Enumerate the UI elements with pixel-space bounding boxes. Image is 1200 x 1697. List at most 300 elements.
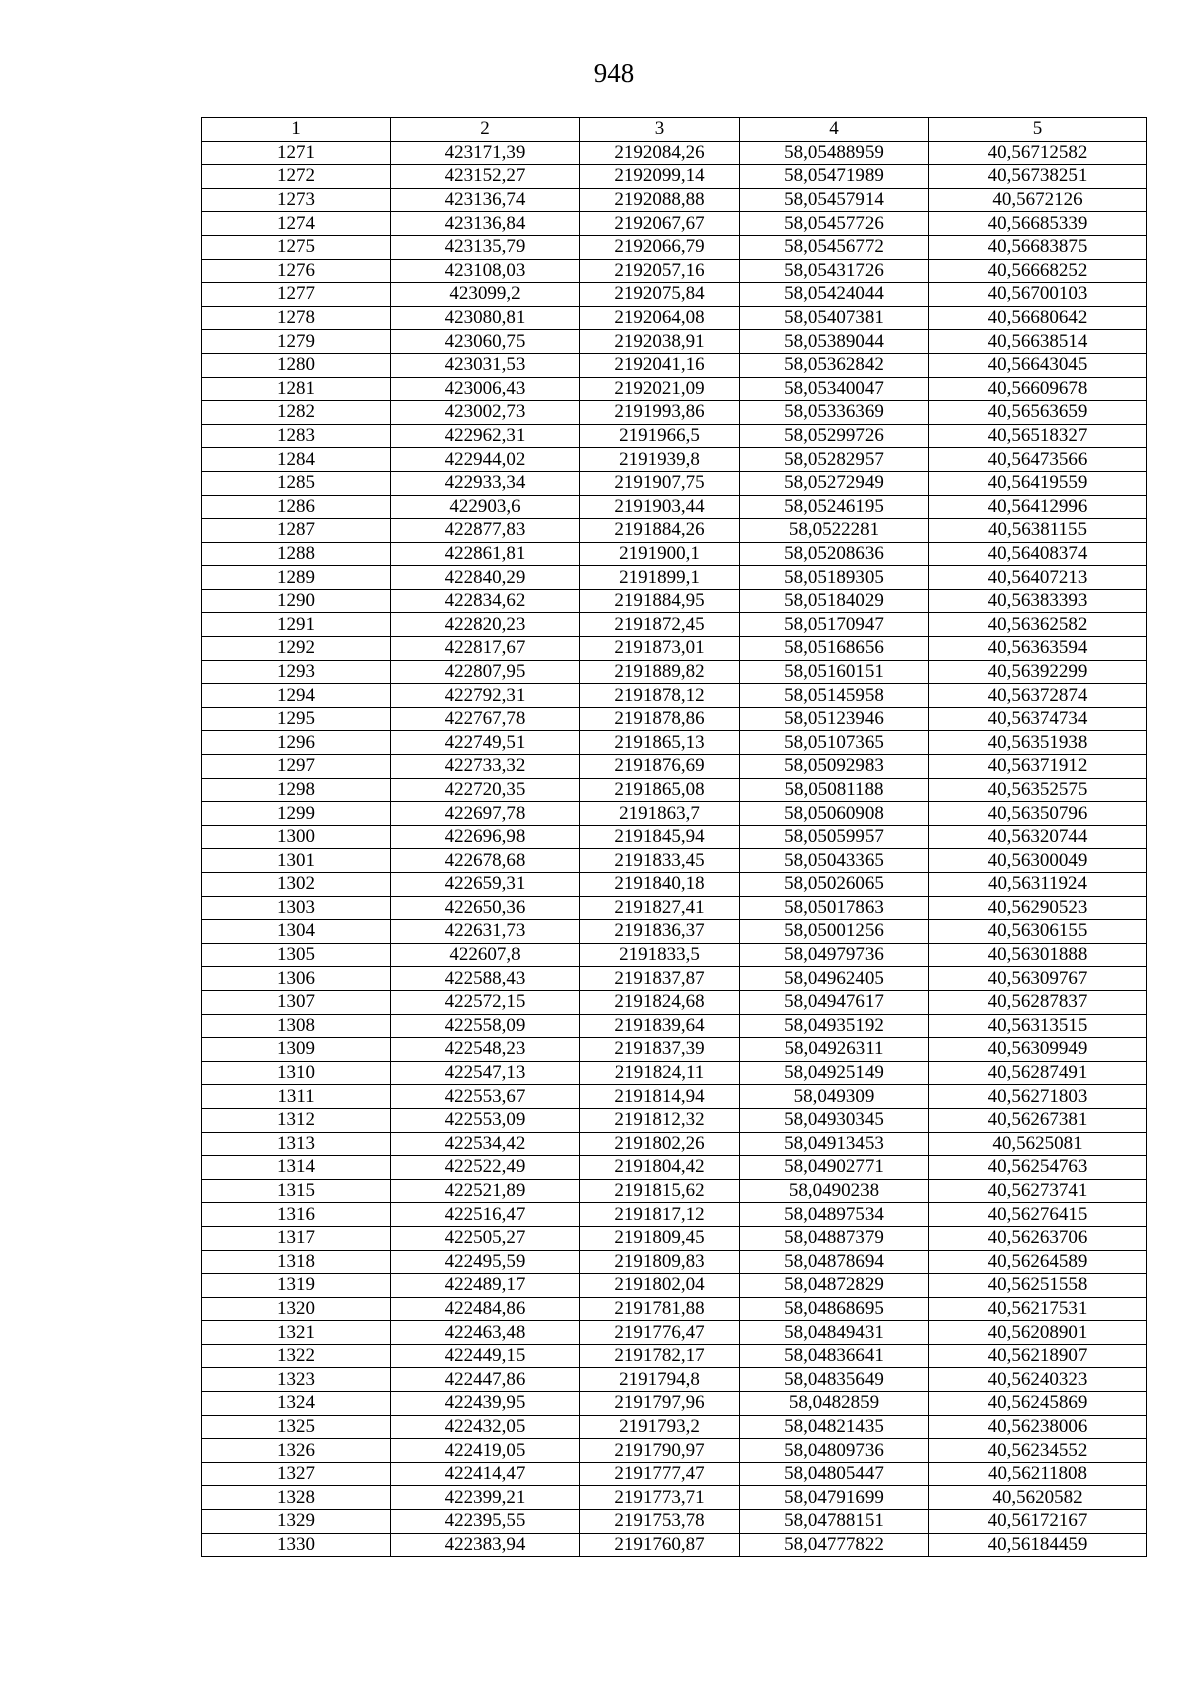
table-cell: 1317: [202, 1226, 391, 1250]
table-row: [202, 1368, 1147, 1392]
table-row: [202, 188, 1147, 212]
table-row: [202, 589, 1147, 613]
table-cell: 58,04947617: [740, 990, 929, 1014]
table-row: [202, 1462, 1147, 1486]
table-row: [202, 1226, 1147, 1250]
table-cell: 422944,02: [391, 448, 580, 472]
table-cell: 2191837,87: [580, 967, 740, 991]
table-cell: 2191865,13: [580, 731, 740, 755]
table-cell: 40,56419559: [929, 471, 1147, 495]
table-cell: 1323: [202, 1368, 391, 1392]
table-cell: 2191773,71: [580, 1486, 740, 1510]
table-cell: 40,56287491: [929, 1061, 1147, 1085]
table-cell: 40,56309949: [929, 1038, 1147, 1062]
table-cell: 1280: [202, 353, 391, 377]
table-cell: 1313: [202, 1132, 391, 1156]
table-cell: 422678,68: [391, 849, 580, 873]
table-cell: 2191833,5: [580, 943, 740, 967]
table-cell: 422548,23: [391, 1038, 580, 1062]
column-header: 2: [391, 118, 580, 142]
table-cell: 2191824,11: [580, 1061, 740, 1085]
table-cell: 40,56172167: [929, 1510, 1147, 1534]
table-cell: 1324: [202, 1392, 391, 1416]
table-cell: 2192075,84: [580, 283, 740, 307]
table-row: [202, 1250, 1147, 1274]
table-cell: 40,56211808: [929, 1462, 1147, 1486]
table-cell: 1277: [202, 283, 391, 307]
table-cell: 2192064,08: [580, 306, 740, 330]
table-cell: 2191790,97: [580, 1439, 740, 1463]
table-cell: 58,05081188: [740, 778, 929, 802]
table-cell: 2191753,78: [580, 1510, 740, 1534]
table-cell: 422607,8: [391, 943, 580, 967]
table-cell: 2191836,37: [580, 920, 740, 944]
table-cell: 1271: [202, 141, 391, 165]
table-row: [202, 1014, 1147, 1038]
table-cell: 423002,73: [391, 401, 580, 425]
table-cell: 422877,83: [391, 519, 580, 543]
table-cell: 40,56267381: [929, 1108, 1147, 1132]
table-cell: 2191907,75: [580, 471, 740, 495]
table-cell: 40,56300049: [929, 849, 1147, 873]
table-cell: 40,56668252: [929, 259, 1147, 283]
table-cell: 1315: [202, 1179, 391, 1203]
table-row: [202, 1486, 1147, 1510]
table-cell: 1327: [202, 1462, 391, 1486]
table-row: [202, 613, 1147, 637]
table-cell: 1304: [202, 920, 391, 944]
table-cell: 422553,09: [391, 1108, 580, 1132]
table-cell: 422395,55: [391, 1510, 580, 1534]
table-cell: 2191840,18: [580, 873, 740, 897]
table-cell: 40,56685339: [929, 212, 1147, 236]
table-cell: 58,04872829: [740, 1274, 929, 1298]
table-cell: 1319: [202, 1274, 391, 1298]
table-body: [202, 141, 1147, 1557]
table-cell: 58,04979736: [740, 943, 929, 967]
table-cell: 1288: [202, 542, 391, 566]
table-row: [202, 471, 1147, 495]
table-cell: 40,56518327: [929, 424, 1147, 448]
table-cell: 58,05160151: [740, 660, 929, 684]
table-row: [202, 542, 1147, 566]
table-cell: 58,04962405: [740, 967, 929, 991]
table-cell: 422659,31: [391, 873, 580, 897]
table-row: [202, 1061, 1147, 1085]
table-cell: 58,0482859: [740, 1392, 929, 1416]
table-cell: 422820,23: [391, 613, 580, 637]
table-cell: 422767,78: [391, 707, 580, 731]
table-cell: 40,56609678: [929, 377, 1147, 401]
table-row: [202, 778, 1147, 802]
table-cell: 1274: [202, 212, 391, 236]
table-cell: 1296: [202, 731, 391, 755]
table-row: [202, 1415, 1147, 1439]
table-header: [202, 118, 1147, 142]
table-row: [202, 802, 1147, 826]
table-cell: 2191878,86: [580, 707, 740, 731]
table-cell: 1312: [202, 1108, 391, 1132]
table-cell: 422861,81: [391, 542, 580, 566]
table-cell: 423099,2: [391, 283, 580, 307]
table-cell: 2192099,14: [580, 165, 740, 189]
table-cell: 422631,73: [391, 920, 580, 944]
column-header: 1: [202, 118, 391, 142]
table-cell: 58,04788151: [740, 1510, 929, 1534]
table-cell: 2191812,32: [580, 1108, 740, 1132]
table-row: [202, 1038, 1147, 1062]
table-row: [202, 660, 1147, 684]
table-cell: 58,05456772: [740, 235, 929, 259]
table-cell: 2191794,8: [580, 1368, 740, 1392]
table-cell: 40,56184459: [929, 1533, 1147, 1557]
table-cell: 1329: [202, 1510, 391, 1534]
table-cell: 40,56351938: [929, 731, 1147, 755]
table-cell: 58,05026065: [740, 873, 929, 897]
table-row: [202, 920, 1147, 944]
column-header: 3: [580, 118, 740, 142]
table-cell: 40,56245869: [929, 1392, 1147, 1416]
table-row: [202, 495, 1147, 519]
table-row: [202, 707, 1147, 731]
table-cell: 40,56263706: [929, 1226, 1147, 1250]
table-cell: 58,05282957: [740, 448, 929, 472]
table-cell: 423136,74: [391, 188, 580, 212]
table-cell: 422414,47: [391, 1462, 580, 1486]
table-cell: 1291: [202, 613, 391, 637]
table-cell: 2192067,67: [580, 212, 740, 236]
table-cell: 422558,09: [391, 1014, 580, 1038]
table-cell: 58,049309: [740, 1085, 929, 1109]
table-cell: 422733,32: [391, 755, 580, 779]
table-cell: 58,05208636: [740, 542, 929, 566]
table-row: [202, 519, 1147, 543]
table-cell: 58,05431726: [740, 259, 929, 283]
table-cell: 1314: [202, 1156, 391, 1180]
table-cell: 58,04926311: [740, 1038, 929, 1062]
table-cell: 58,05001256: [740, 920, 929, 944]
table-cell: 1305: [202, 943, 391, 967]
table-cell: 2191899,1: [580, 566, 740, 590]
table-cell: 2191833,45: [580, 849, 740, 873]
table-cell: 58,04913453: [740, 1132, 929, 1156]
table-cell: 422933,34: [391, 471, 580, 495]
table-cell: 58,05184029: [740, 589, 929, 613]
table-cell: 58,04878694: [740, 1250, 929, 1274]
table-cell: 423152,27: [391, 165, 580, 189]
table-cell: 422439,95: [391, 1392, 580, 1416]
table-cell: 422399,21: [391, 1486, 580, 1510]
table-cell: 2191884,95: [580, 589, 740, 613]
table-cell: 2191777,47: [580, 1462, 740, 1486]
table-cell: 40,56363594: [929, 637, 1147, 661]
table-cell: 423108,03: [391, 259, 580, 283]
table-cell: 423171,39: [391, 141, 580, 165]
table-row: [202, 212, 1147, 236]
table-cell: 2191889,82: [580, 660, 740, 684]
table-cell: 58,04777822: [740, 1533, 929, 1557]
table-cell: 40,56264589: [929, 1250, 1147, 1274]
table-cell: 58,04821435: [740, 1415, 929, 1439]
table-cell: 40,56276415: [929, 1203, 1147, 1227]
table-cell: 58,05336369: [740, 401, 929, 425]
table-cell: 422840,29: [391, 566, 580, 590]
table-cell: 40,56383393: [929, 589, 1147, 613]
table-cell: 1283: [202, 424, 391, 448]
table-cell: 58,05189305: [740, 566, 929, 590]
table-row: [202, 259, 1147, 283]
table-cell: 2191872,45: [580, 613, 740, 637]
table-cell: 1310: [202, 1061, 391, 1085]
table-cell: 40,56313515: [929, 1014, 1147, 1038]
table-row: [202, 896, 1147, 920]
table-cell: 58,04897534: [740, 1203, 929, 1227]
table-row: [202, 825, 1147, 849]
table-cell: 40,56638514: [929, 330, 1147, 354]
table-row: [202, 1392, 1147, 1416]
table-cell: 40,56306155: [929, 920, 1147, 944]
table-cell: 2191809,45: [580, 1226, 740, 1250]
table-cell: 422903,6: [391, 495, 580, 519]
table-cell: 1321: [202, 1321, 391, 1345]
table-cell: 1322: [202, 1344, 391, 1368]
table-row: [202, 1274, 1147, 1298]
table-cell: 40,56290523: [929, 896, 1147, 920]
table-cell: 1294: [202, 684, 391, 708]
table-cell: 422534,42: [391, 1132, 580, 1156]
table-cell: 422495,59: [391, 1250, 580, 1274]
table-cell: 58,05170947: [740, 613, 929, 637]
table-cell: 1279: [202, 330, 391, 354]
table-cell: 58,05457914: [740, 188, 929, 212]
table-cell: 58,04791699: [740, 1486, 929, 1510]
table-cell: 1273: [202, 188, 391, 212]
table-cell: 422463,48: [391, 1321, 580, 1345]
table-cell: 2191809,83: [580, 1250, 740, 1274]
table-cell: 422697,78: [391, 802, 580, 826]
table-cell: 2192038,91: [580, 330, 740, 354]
table-cell: 2191966,5: [580, 424, 740, 448]
table-cell: 1307: [202, 990, 391, 1014]
table-cell: 1285: [202, 471, 391, 495]
table-cell: 58,05017863: [740, 896, 929, 920]
table-cell: 58,04930345: [740, 1108, 929, 1132]
table-row: [202, 684, 1147, 708]
table-cell: 2191878,12: [580, 684, 740, 708]
table-cell: 1281: [202, 377, 391, 401]
table-cell: 1292: [202, 637, 391, 661]
table-cell: 2192041,16: [580, 353, 740, 377]
table-cell: 1275: [202, 235, 391, 259]
page-number: 948: [593, 58, 635, 88]
table-cell: 58,05488959: [740, 141, 929, 165]
table-cell: 58,05092983: [740, 755, 929, 779]
table-cell: 422720,35: [391, 778, 580, 802]
table-cell: 58,05362842: [740, 353, 929, 377]
table-row: [202, 1179, 1147, 1203]
table-cell: 423031,53: [391, 353, 580, 377]
table-cell: 1302: [202, 873, 391, 897]
table-cell: 422449,15: [391, 1344, 580, 1368]
table-cell: 422432,05: [391, 1415, 580, 1439]
table-row: [202, 1203, 1147, 1227]
table-cell: 422962,31: [391, 424, 580, 448]
table-cell: 58,05272949: [740, 471, 929, 495]
table-cell: 1286: [202, 495, 391, 519]
table-cell: 58,05471989: [740, 165, 929, 189]
table-cell: 40,56273741: [929, 1179, 1147, 1203]
table-row: [202, 1510, 1147, 1534]
table-cell: 2191884,26: [580, 519, 740, 543]
table-cell: 1328: [202, 1486, 391, 1510]
table-cell: 2191793,2: [580, 1415, 740, 1439]
table-cell: 40,56320744: [929, 825, 1147, 849]
table-cell: 40,56251558: [929, 1274, 1147, 1298]
table-cell: 422792,31: [391, 684, 580, 708]
table-cell: 40,56309767: [929, 967, 1147, 991]
table-cell: 1295: [202, 707, 391, 731]
table-cell: 422572,15: [391, 990, 580, 1014]
table-row: [202, 943, 1147, 967]
table-cell: 2191845,94: [580, 825, 740, 849]
table-cell: 40,56392299: [929, 660, 1147, 684]
table-cell: 40,56371912: [929, 755, 1147, 779]
table-cell: 40,56374734: [929, 707, 1147, 731]
table-cell: 422696,98: [391, 825, 580, 849]
table-cell: 1289: [202, 566, 391, 590]
table-cell: 58,05340047: [740, 377, 929, 401]
table-cell: 58,04925149: [740, 1061, 929, 1085]
table-cell: 40,56218907: [929, 1344, 1147, 1368]
table-row: [202, 1439, 1147, 1463]
table-cell: 422516,47: [391, 1203, 580, 1227]
table-cell: 58,05043365: [740, 849, 929, 873]
table-cell: 1320: [202, 1297, 391, 1321]
table-cell: 40,56287837: [929, 990, 1147, 1014]
table-row: [202, 849, 1147, 873]
table-row: [202, 1156, 1147, 1180]
table-cell: 1299: [202, 802, 391, 826]
table-cell: 2191865,08: [580, 778, 740, 802]
table-cell: 2191797,96: [580, 1392, 740, 1416]
table-cell: 422588,43: [391, 967, 580, 991]
table-cell: 58,05060908: [740, 802, 929, 826]
table-row: [202, 448, 1147, 472]
table-cell: 422547,13: [391, 1061, 580, 1085]
table-row: [202, 990, 1147, 1014]
table-row: [202, 141, 1147, 165]
table-cell: 1316: [202, 1203, 391, 1227]
table-cell: 40,56473566: [929, 448, 1147, 472]
table-cell: 422383,94: [391, 1533, 580, 1557]
table-cell: 58,05059957: [740, 825, 929, 849]
table-cell: 40,56301888: [929, 943, 1147, 967]
table-cell: 40,56254763: [929, 1156, 1147, 1180]
table-row: [202, 235, 1147, 259]
table-row: [202, 424, 1147, 448]
table-cell: 40,56412996: [929, 495, 1147, 519]
table-cell: 2192066,79: [580, 235, 740, 259]
table-cell: 2191900,1: [580, 542, 740, 566]
table-cell: 2191824,68: [580, 990, 740, 1014]
table-cell: 58,05145958: [740, 684, 929, 708]
table-cell: 1306: [202, 967, 391, 991]
table-cell: 422522,49: [391, 1156, 580, 1180]
table-row: [202, 637, 1147, 661]
table-row: [202, 353, 1147, 377]
table-cell: 58,04868695: [740, 1297, 929, 1321]
table-cell: 423135,79: [391, 235, 580, 259]
table-cell: 2192084,26: [580, 141, 740, 165]
table-cell: 422521,89: [391, 1179, 580, 1203]
table-cell: 40,56217531: [929, 1297, 1147, 1321]
table-cell: 2191876,69: [580, 755, 740, 779]
table-cell: 58,05299726: [740, 424, 929, 448]
table-row: [202, 377, 1147, 401]
table-cell: 40,56643045: [929, 353, 1147, 377]
table-cell: 2191802,26: [580, 1132, 740, 1156]
table-cell: 423136,84: [391, 212, 580, 236]
column-header: 5: [929, 118, 1147, 142]
table-cell: 58,04849431: [740, 1321, 929, 1345]
table-cell: 2191815,62: [580, 1179, 740, 1203]
table-cell: 40,56238006: [929, 1415, 1147, 1439]
table-cell: 2191873,01: [580, 637, 740, 661]
table-row: [202, 330, 1147, 354]
table-cell: 1284: [202, 448, 391, 472]
table-cell: 58,0490238: [740, 1179, 929, 1203]
table-cell: 422817,67: [391, 637, 580, 661]
table-cell: 422489,17: [391, 1274, 580, 1298]
table-cell: 40,56372874: [929, 684, 1147, 708]
table-cell: 40,56408374: [929, 542, 1147, 566]
table-cell: 2191781,88: [580, 1297, 740, 1321]
table-cell: 58,04887379: [740, 1226, 929, 1250]
table-row: [202, 1132, 1147, 1156]
table-cell: 58,05123946: [740, 707, 929, 731]
table-cell: 40,56352575: [929, 778, 1147, 802]
table-cell: 58,05457726: [740, 212, 929, 236]
table-cell: 58,05389044: [740, 330, 929, 354]
table-cell: 1282: [202, 401, 391, 425]
table-cell: 1272: [202, 165, 391, 189]
table-cell: 1308: [202, 1014, 391, 1038]
table-row: [202, 566, 1147, 590]
table-cell: 40,56738251: [929, 165, 1147, 189]
table-cell: 40,56407213: [929, 566, 1147, 590]
table-cell: 40,56563659: [929, 401, 1147, 425]
table-cell: 1309: [202, 1038, 391, 1062]
table-row: [202, 1297, 1147, 1321]
table-cell: 40,56712582: [929, 141, 1147, 165]
table-cell: 58,04805447: [740, 1462, 929, 1486]
table-cell: 40,56208901: [929, 1321, 1147, 1345]
table-row: [202, 306, 1147, 330]
table-cell: 1276: [202, 259, 391, 283]
table-cell: 423080,81: [391, 306, 580, 330]
table-cell: 40,56350796: [929, 802, 1147, 826]
coordinates-table: [201, 117, 1147, 1557]
table-cell: 2191776,47: [580, 1321, 740, 1345]
table-cell: 1301: [202, 849, 391, 873]
table-cell: 2191760,87: [580, 1533, 740, 1557]
table-cell: 40,5620582: [929, 1486, 1147, 1510]
table-cell: 2191863,7: [580, 802, 740, 826]
table-cell: 1298: [202, 778, 391, 802]
header-row: [202, 118, 1147, 142]
table-cell: 58,04809736: [740, 1439, 929, 1463]
table-cell: 2192088,88: [580, 188, 740, 212]
